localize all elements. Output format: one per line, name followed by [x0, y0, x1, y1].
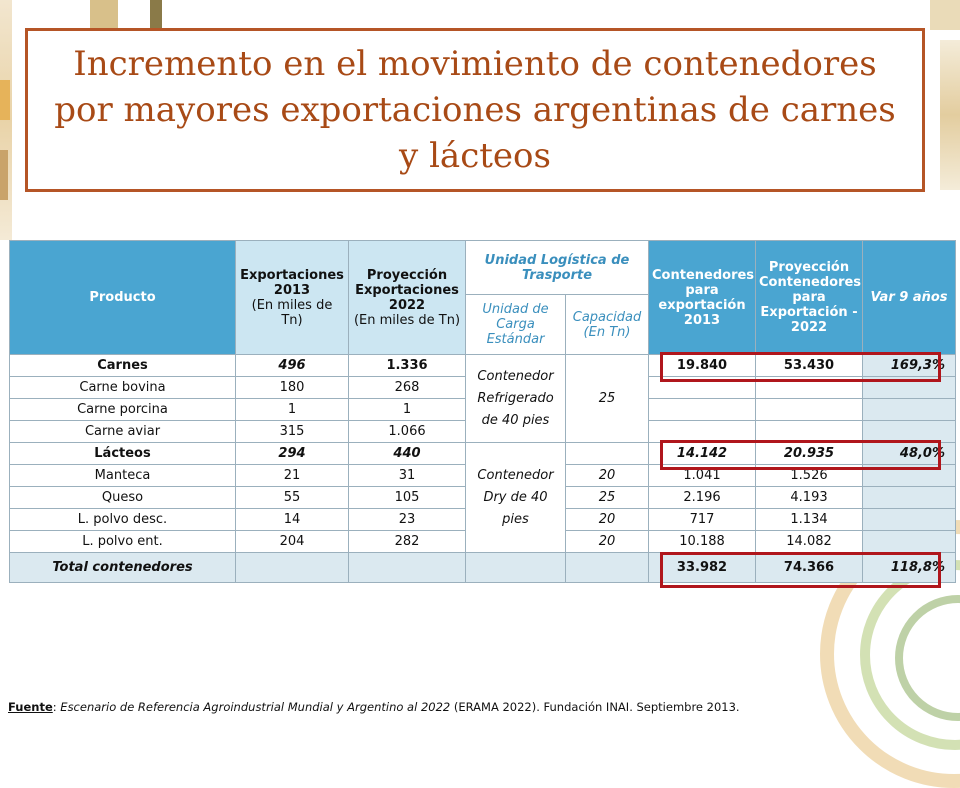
table-row: Manteca 21 31 20 1.041 1.526	[10, 465, 956, 487]
unidad-carnes: Contenedor Refrigerado de 40 pies	[466, 355, 566, 443]
table-row: L. polvo desc. 14 23 20 717 1.134	[10, 509, 956, 531]
capacidad-carnes: 25	[566, 355, 649, 443]
table-row: Queso 55 105 25 2.196 4.193	[10, 487, 956, 509]
table-row: Lácteos 294 440 Contenedor Dry de 40 pies 14.142 20.935 48,0%	[10, 443, 956, 465]
header-proyeccion-contenedores: Proyección Contenedores para Exportación - 2022	[756, 241, 863, 355]
header-unidad-carga: Unidad de Carga Estándar	[466, 295, 566, 355]
source-note: Fuente: Escenario de Referencia Agroindustrial Mundial y Argentino al 2022 (ERAMA 2022). Fundación INAI. Septiembre 2013.	[8, 700, 740, 714]
unidad-lacteos: Contenedor Dry de 40 pies	[466, 443, 566, 553]
page-title: Incremento en el movimiento de contenedores por mayores exportaciones argentinas de carnes y lácteos	[54, 44, 896, 176]
table-row: L. polvo ent. 204 282 20 10.188 14.082	[10, 531, 956, 553]
data-table	[9, 240, 956, 583]
table-row: Carne porcina 1 1	[10, 399, 956, 421]
highlight-total	[660, 552, 941, 588]
header-var-9-anos: Var 9 años	[863, 241, 956, 355]
header-unidad-logistica: Unidad Logística de Trasporte	[466, 241, 649, 295]
table-row: Carne aviar 315 1.066	[10, 421, 956, 443]
header-exportaciones-2013: Exportaciones 2013 (En miles de Tn)	[236, 241, 349, 355]
highlight-lacteos	[660, 440, 941, 470]
total-row: Total contenedores 33.982 74.366 118,8%	[10, 553, 956, 583]
header-proyeccion-2022: Proyección Exportaciones 2022 (En miles de Tn)	[349, 241, 466, 355]
table-row: Carne bovina 180 268	[10, 377, 956, 399]
header-capacidad: Capacidad (En Tn)	[566, 295, 649, 355]
header-producto: Producto	[10, 241, 236, 355]
title-box	[25, 28, 925, 192]
header-contenedores-2013: Contenedores para exportación 2013	[649, 241, 756, 355]
highlight-carnes	[660, 352, 941, 382]
table-row: Carnes 496 1.336 Contenedor Refrigerado de 40 pies 25 19.840 53.430 169,3%	[10, 355, 956, 377]
